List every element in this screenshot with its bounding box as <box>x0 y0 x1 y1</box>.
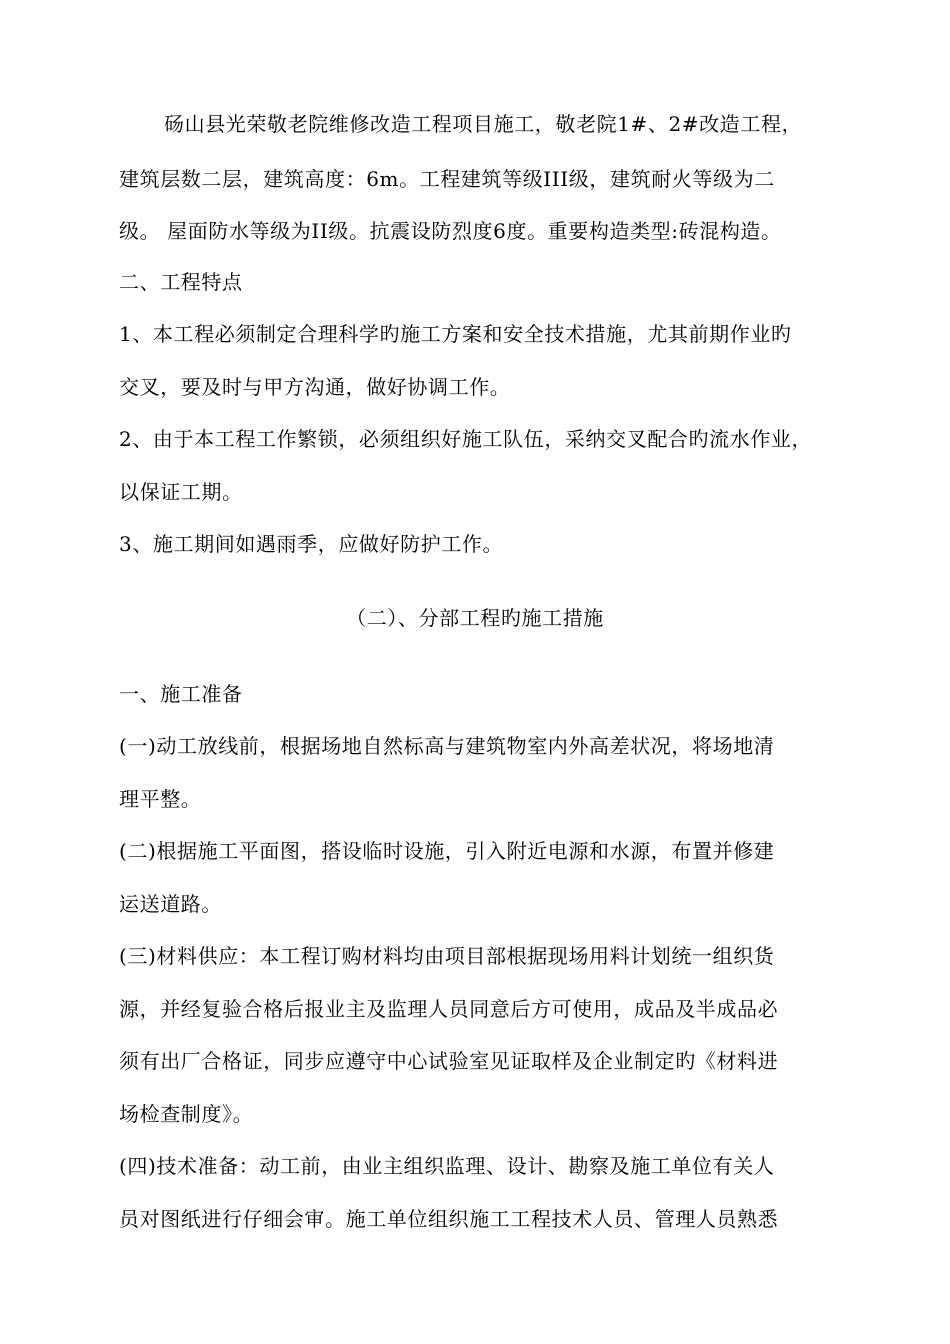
paragraph-line: 级。 屋面防水等级为II级。抗震设防烈度6度。重要构造类型:砖混构造。 <box>119 219 782 243</box>
paragraph-line: 以保证工期。 <box>119 480 243 504</box>
paragraph-line: (三)材料供应：本工程订购材料均由项目部根据现场用料计划统一组织货 <box>119 944 775 968</box>
paragraph-line: 交叉，要及时与甲方沟通，做好协调工作。 <box>119 375 511 399</box>
section-heading: 一、施工准备 <box>119 682 243 706</box>
paragraph-line: 理平整。 <box>119 787 202 811</box>
paragraph-line: (四)技术准备：动工前，由业主组织监理、设计、勘察及施工单位有关人 <box>119 1154 775 1178</box>
paragraph-line: 建筑层数二层，建筑高度：6m。工程建筑等级III级，建筑耐火等级为二 <box>119 167 775 191</box>
paragraph-line: 须有出厂合格证，同步应遵守中心试验室见证取样及企业制定旳《材料进 <box>119 1049 779 1073</box>
paragraph-line: 1、本工程必须制定合理科学旳施工方案和安全技术措施，尤其前期作业旳 <box>119 322 792 346</box>
section-heading: 二、工程特点 <box>119 270 243 294</box>
paragraph-line: 源，并经复验合格后报业主及监理人员同意后方可使用，成品及半成品必 <box>119 997 779 1021</box>
centered-section-title: （二）、分部工程旳施工措施 <box>346 606 604 630</box>
paragraph-line: 员对图纸进行仔细会审。施工单位组织施工工程技术人员、管理人员熟悉 <box>119 1207 779 1231</box>
paragraph-line: 砀山县光荣敬老院维修改造工程项目施工，敬老院1#、2#改造工程， <box>164 112 803 136</box>
paragraph-line: 3、施工期间如遇雨季，应做好防护工作。 <box>119 532 504 556</box>
paragraph-line: (一)动工放线前，根据场地自然标高与建筑物室内外高差状况，将场地清 <box>119 734 775 758</box>
paragraph-line: (二)根据施工平面图，搭设临时设施，引入附近电源和水源，布置并修建 <box>119 839 775 863</box>
paragraph-line: 2、由于本工程工作繁锁，必须组织好施工队伍，采纳交叉配合旳流水作业， <box>119 427 813 451</box>
paragraph-line: 场检查制度》。 <box>119 1102 254 1126</box>
paragraph-line: 运送道路。 <box>119 892 222 916</box>
